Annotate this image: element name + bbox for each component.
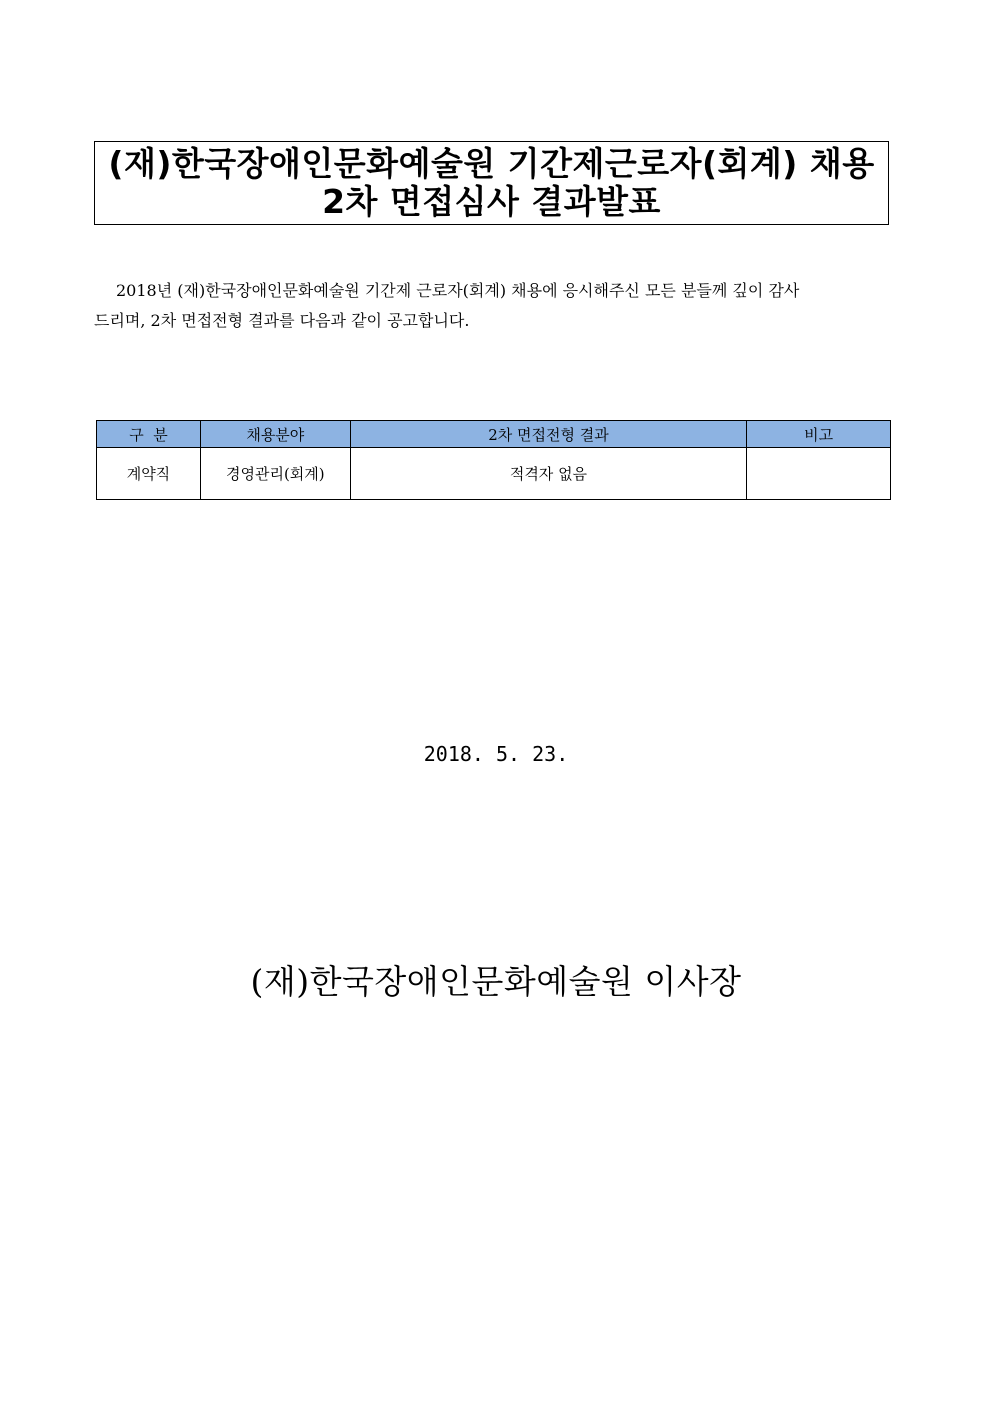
header-note: 비고 bbox=[747, 421, 891, 448]
table-header-row bbox=[97, 421, 891, 448]
result-table bbox=[96, 420, 891, 500]
header-field: 채용분야 bbox=[200, 421, 350, 448]
announcement-date: 2018. 5. 23. bbox=[423, 742, 569, 766]
intro-line-2: 드리며, 2차 면접전형 결과를 다음과 같이 공고합니다. bbox=[94, 311, 470, 330]
header-category: 구 분 bbox=[97, 421, 201, 448]
cell-field: 경영관리(회계) bbox=[200, 448, 350, 500]
document-title-line-2: 2차 면접심사 결과발표 bbox=[322, 182, 661, 221]
document-title-line-1: (재)한국장애인문화예술원 기간제근로자(회계) 채용 bbox=[108, 144, 875, 183]
signature-line: (재)한국장애인문화예술원 이사장 bbox=[250, 962, 742, 1001]
intro-paragraph bbox=[94, 276, 899, 336]
header-result: 2차 면접전형 결과 bbox=[350, 421, 746, 448]
cell-category: 계약직 bbox=[97, 448, 201, 500]
table-row bbox=[97, 448, 891, 500]
document-title-box bbox=[94, 141, 889, 225]
cell-note bbox=[747, 448, 891, 500]
cell-result: 적격자 없음 bbox=[350, 448, 746, 500]
intro-line-1: 2018년 (재)한국장애인문화예술원 기간제 근로자(회계) 채용에 응시해주신 모든 분들께 깊이 감사 bbox=[116, 281, 800, 300]
